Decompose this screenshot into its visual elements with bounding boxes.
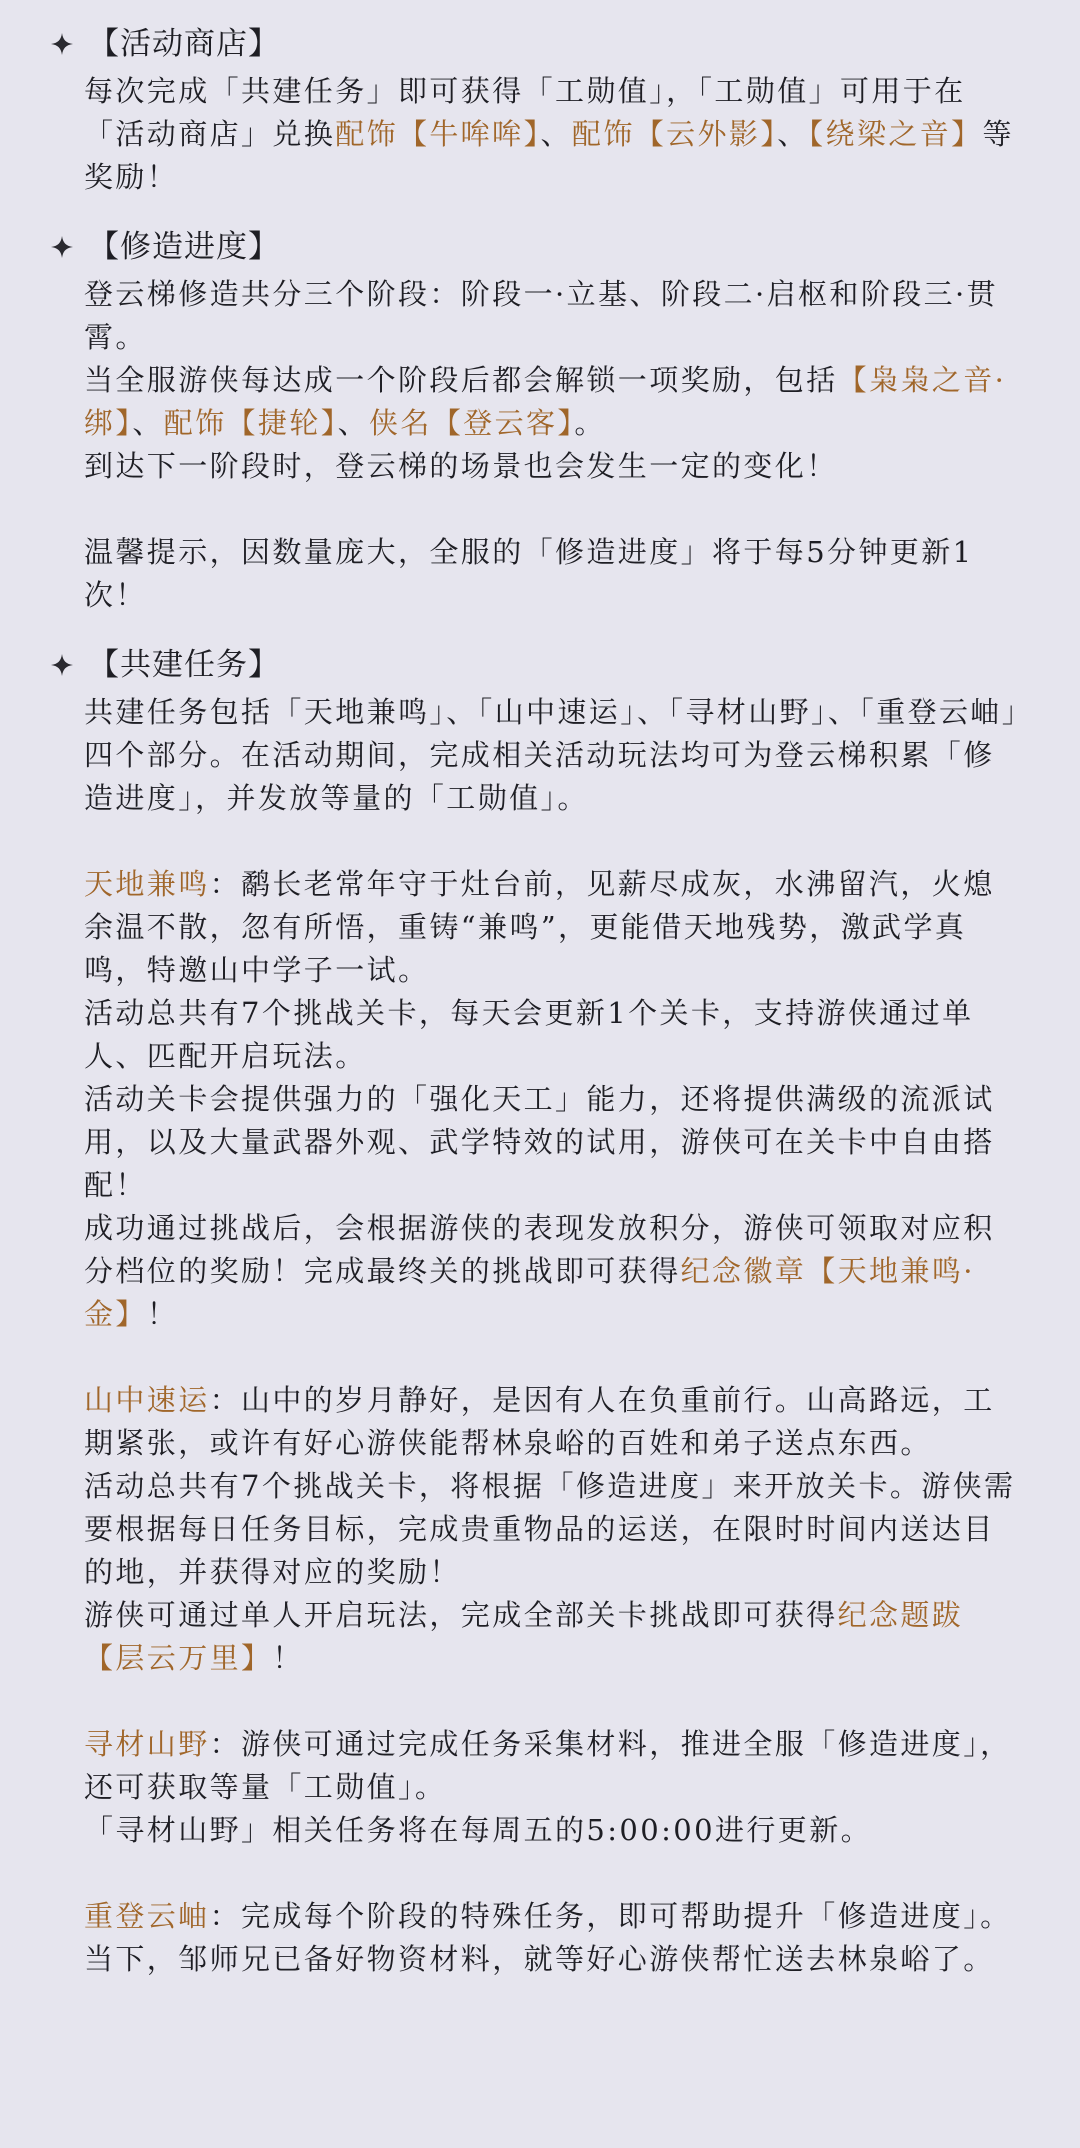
body-text: 活动总共有7个挑战关卡，将根据「修造进度」来开放关卡。游侠需要根据每日任务目标，完成贵重物品的运送，在限时时间内送达目的地，并获得对应的奖励！ [84,1469,1016,1589]
body-text: ：鹬长老常年守于灶台前，见薪尽成灰，水沸留汽，火熄余温不散，忽有所悟，重铸“兼鸣”，更能借天地残势，激武学真鸣，特邀山中学子一试。 [84,867,995,987]
body-text: 活动关卡会提供强力的「强化天工」能力，还将提供满级的流派试用，以及大量武器外观、武学特效的试用，游侠可在关卡中自由搭配！ [84,1082,995,1202]
paragraph [84,691,1024,820]
body-text: 。 [574,406,606,440]
body-text: 、 [337,406,370,440]
paragraph [84,1207,1024,1336]
body-text: ：游侠可通过完成任务采集材料，推进全服「修造进度」，还可获取等量「工勋值」。 [84,1727,1012,1804]
body-text: ：完成每个阶段的特殊任务，即可帮助提升「修造进度」。当下，邹师兄已备好物资材料，就等好心游侠帮忙送去林泉峪了。 [84,1899,1012,1976]
paragraph-spacer [84,488,1024,531]
highlight-text: 配饰【捷轮】 [163,406,338,440]
paragraph [84,70,1024,199]
paragraph [84,359,1024,445]
paragraph [84,531,1024,617]
paragraph-spacer [84,820,1024,863]
section-title: 【修造进度】 [88,229,280,265]
four-point-sparkle-icon [50,235,74,259]
highlight-text: 天地兼鸣 [84,867,210,901]
paragraph [84,1379,1024,1465]
body-text: 到达下一阶段时，登云梯的场景也会发生一定的变化！ [84,449,838,483]
paragraph [84,273,1024,359]
section-coop-tasks [0,639,1080,1981]
body-text: 当全服游侠每达成一个阶段后都会解锁一项奖励，包括 [84,363,838,397]
body-text: 温馨提示，因数量庞大，全服的「修造进度」将于每5分钟更新1次！ [84,535,974,612]
body-text: 成功通过挑战后，会根据游侠的表现发放积分，游侠可领取对应积分档位的奖励！完成最终关的挑战即可获得 [84,1211,995,1288]
highlight-text: 【绕梁之音】 [808,117,983,151]
body-text: 每次完成「共建任务」即可获得「工勋值」，「工勋值」可用于在「活动商店」兑换 [84,74,966,151]
section-build-progress [0,221,1080,617]
section-body [84,70,1024,199]
body-text: 「寻材山野」相关任务将在每周五的5:00:00进行更新。 [84,1813,872,1847]
section-header [0,639,1080,691]
body-text: 、 [540,117,572,151]
section-header [0,18,1080,70]
paragraph [84,1809,1024,1852]
highlight-text: 配饰【云外影】 [571,117,778,151]
body-text: 游侠可通过单人开启玩法，完成全部关卡挑战即可获得 [84,1598,838,1632]
section-body [84,691,1024,1981]
highlight-text: 配饰【牛哞哞】 [335,117,541,151]
highlight-text: 【枭枭之音·绑】 [84,363,1007,440]
four-point-sparkle-icon [50,653,74,677]
section-header [0,221,1080,273]
paragraph-spacer [84,1336,1024,1379]
body-text: 共建任务包括「天地兼鸣」、「山中速运」、「寻材山野」、「重登云岫」四个部分。在活动期间，完成相关活动玩法均可为登云梯积累「修造进度」，并发放等量的「工勋值」。 [84,695,1019,815]
body-text: ：山中的岁月静好，是因有人在负重前行。山高路远，工期紧张，或许有好心游侠能帮林泉峪的百姓和弟子送点东西。 [84,1383,995,1460]
paragraph [84,1594,1024,1680]
paragraph [84,445,1024,488]
highlight-text: 山中速运 [84,1383,210,1417]
section-activity-shop [0,18,1080,199]
section-title: 【活动商店】 [88,26,280,62]
paragraph [84,863,1024,992]
body-text: 活动总共有7个挑战关卡，每天会更新1个关卡，支持游侠通过单人、匹配开启玩法。 [84,996,974,1073]
body-text: ！ [146,1297,179,1331]
body-text: 登云梯修造共分三个阶段：阶段一·立基、阶段二·启枢和阶段三·贯霄。 [84,277,999,354]
highlight-text: 重登云岫 [84,1899,210,1933]
body-text: ！ [272,1641,304,1675]
section-title: 【共建任务】 [88,647,280,683]
highlight-text: 纪念题跋【层云万里】 [84,1598,964,1675]
body-text: 、 [777,117,809,151]
section-body [84,273,1024,617]
paragraph [84,1723,1024,1809]
body-text: 等奖励！ [84,117,1014,194]
paragraph-spacer [84,1680,1024,1723]
paragraph-spacer [84,1852,1024,1895]
paragraph [84,992,1024,1078]
paragraph [84,1465,1024,1594]
body-text: 、 [132,406,164,440]
paragraph [84,1078,1024,1207]
highlight-text: 寻材山野 [84,1727,210,1761]
highlight-text: 纪念徽章【天地兼鸣·金】 [84,1254,975,1331]
paragraph [84,1895,1024,1981]
four-point-sparkle-icon [50,32,74,56]
highlight-text: 侠名【登云客】 [369,406,575,440]
